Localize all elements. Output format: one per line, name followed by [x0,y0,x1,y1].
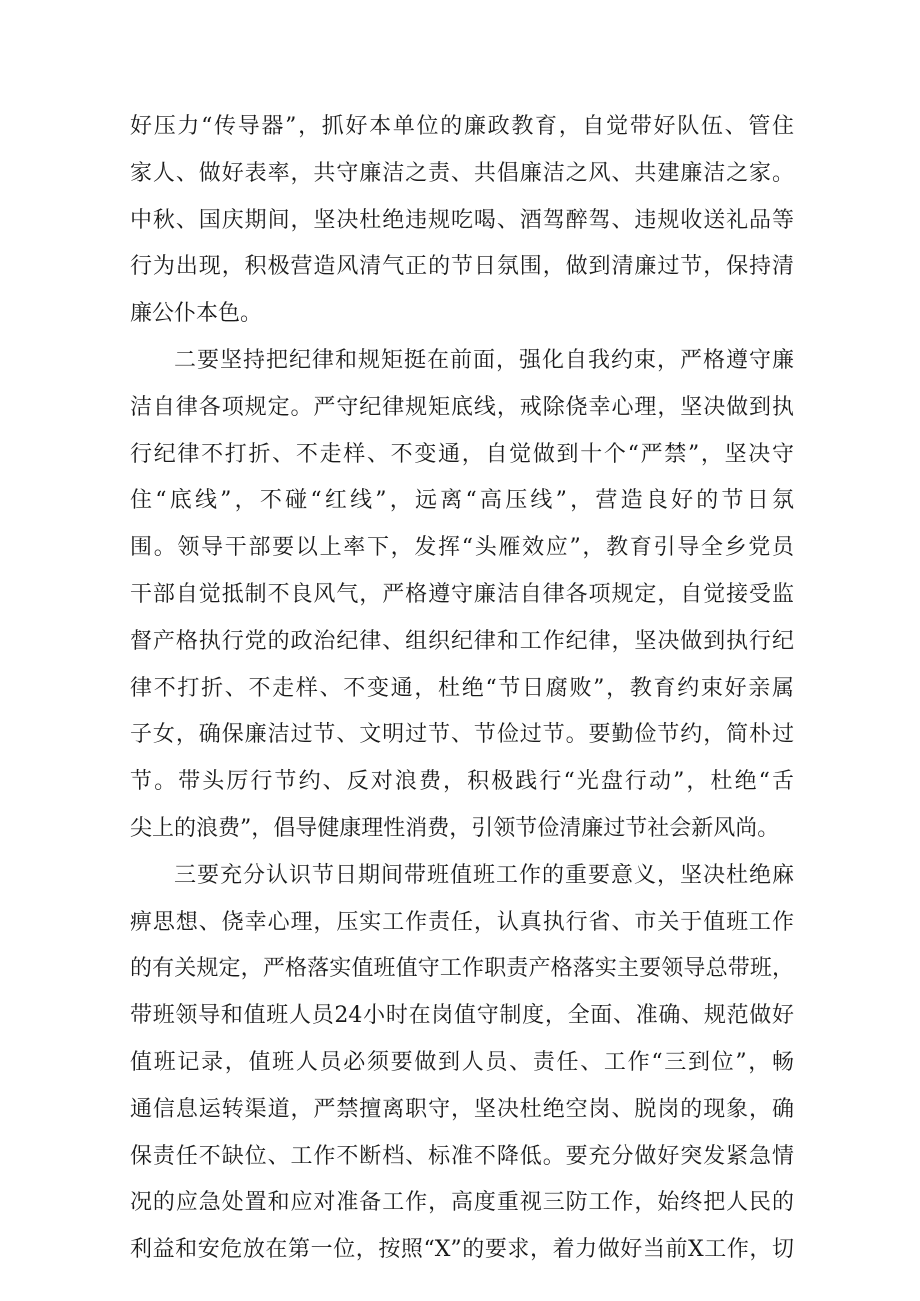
text-line: 尖上的浪费”，倡导健康理性消费，引领节俭清廉过节社会新风尚。 [130,815,780,841]
text-line: 的有关规定，严格落实值班值守工作职责产格落实主要领导总带班， [130,956,794,982]
text-line: 痹思想、侥幸心理，压实工作责任，认真执行省、市关于值班工作 [130,909,794,935]
paragraph-1 [130,104,794,338]
text-line: 带班领导和值班人员24小时在岗值守制度，全面、准确、规范做好 [130,1003,794,1029]
paragraph-2 [130,338,794,853]
text-line: 干部自觉抵制不良风气，严格遵守廉洁自律各项规定，自觉接受监 [130,581,794,607]
text-line: 行为出现，积极营造风清气正的节日氛围，做到清廉过节，保持清 [130,254,794,280]
text-line: 围。领导干部要以上率下，发挥“头雁效应”，教育引导全乡党员 [130,535,794,561]
text-line: 中秋、国庆期间，坚决杜绝违规吃喝、酒驾醉驾、违规收送礼品等 [130,207,794,233]
text-line: 好压力“传导器”，抓好本单位的廉政教育，自觉带好队伍、管住 [130,114,794,139]
text-line: 律不打折、不走样、不变通，杜绝“节日腐败”，教育约束好亲属 [130,675,794,701]
text-line: 保责任不缺位、工作不断档、标准不降低。要充分做好突发紧急情 [130,1143,794,1169]
text-line: 住“底线”，不碰“红线”，远离“高压线”，营造良好的节日氛 [130,488,794,514]
text-line: 况的应急处置和应对准备工作，高度重视三防工作，始终把人民的 [130,1190,794,1216]
text-line: 督产格执行党的政治纪律、组织纪律和工作纪律，坚决做到执行纪 [130,628,794,654]
text-line: 廉公仆本色。 [130,301,263,327]
text-line: 子女，确保廉洁过节、文明过节、节俭过节。要勤俭节约，简朴过 [130,722,794,748]
text-line: 三要充分认识节日期间带班值班工作的重要意义，坚决杜绝麻 [174,862,794,888]
text-line: 洁自律各项规定。严守纪律规矩底线，戒除侥幸心理，坚决做到执 [130,394,794,420]
text-line: 二要坚持把纪律和规矩挺在前面，强化自我约束，严格遵守廉 [174,347,794,373]
text-line: 值班记录，值班人员必须要做到人员、责任、工作“三到位”，畅 [130,1049,794,1075]
document-body [130,104,794,1274]
text-line: 通信息运转渠道，严禁擅离职守，坚决杜绝空岗、脱岗的现象，确 [130,1096,794,1122]
text-line: 节。带头厉行节约、反对浪费，积极践行“光盘行动”，杜绝“舌 [130,769,794,795]
text-line: 家人、做好表率，共守廉洁之责、共倡廉洁之风、共建廉洁之家。 [130,160,794,186]
text-line: 利益和安危放在第一位，按照“X”的要求，着力做好当前X工作，切 [130,1237,794,1263]
text-line: 行纪律不打折、不走样、不变通，自觉做到十个“严禁”，坚决守 [130,441,794,467]
paragraph-3 [130,853,794,1274]
